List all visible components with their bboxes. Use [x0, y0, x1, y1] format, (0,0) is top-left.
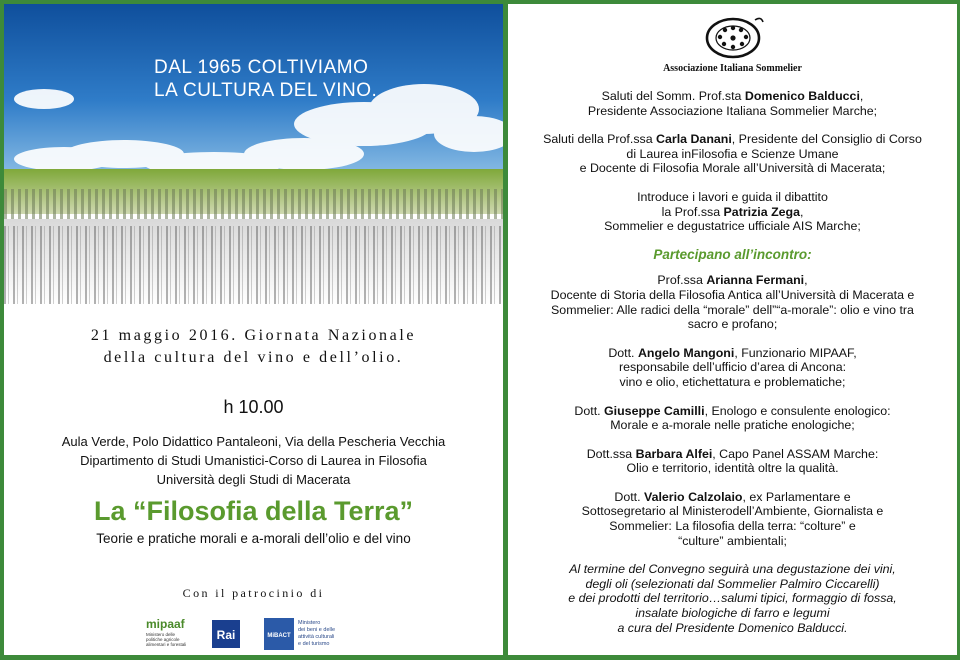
svg-text:dei beni e delle: dei beni e delle [298, 627, 336, 633]
participants-heading: Partecipano all’incontro: [653, 246, 812, 262]
speaker-name: Domenico Balducci [744, 89, 860, 103]
rai-logo [212, 620, 240, 648]
speaker-name: Patrizia Zega [723, 204, 800, 219]
venue-line-3: Università degli Studi di Macerata [156, 472, 351, 487]
speaker-name: Barbara Alfei [635, 446, 713, 461]
event-hour: h 10.00 [223, 397, 284, 417]
svg-text:attività culturali: attività culturali [298, 634, 335, 640]
speaker-camilli: Dott. Giuseppe Camilli, Enologo e consulente enologico: Morale e a-morale nelle pratiche enologiche; [574, 403, 891, 433]
greetings-president: Saluti del Somm. Prof.sta Domenico Balducci, Presidente Associazione Italiana Sommelier Marche; [587, 89, 878, 118]
slogan [154, 56, 377, 102]
mibact-wordmark: MiBACT [267, 633, 291, 639]
speaker-name: Giuseppe Camilli [604, 403, 705, 418]
slogan-line-2: LA CULTURA DEL VINO. [154, 80, 378, 101]
vineyard-book-illustration [4, 4, 503, 304]
association-name: Associazione Italiana Sommelier [663, 63, 802, 74]
speaker-alfei: Dott.ssa Barbara Alfei, Capo Panel ASSAM Marche: Olio e territorio, identità oltre la qualità. [586, 446, 879, 476]
svg-text:alimentari e forestali: alimentari e forestali [146, 642, 187, 647]
slogan-line-1: DAL 1965 COLTIVIAMO [154, 57, 369, 78]
event-subtitle: Teorie e pratiche morali e a-morali dell’olio e del vino [96, 531, 411, 546]
program-text [508, 89, 957, 649]
svg-text:e del turismo: e del turismo [298, 641, 330, 647]
venue-line-2: Dipartimento di Studi Umanistici-Corso di Laurea in Filosofia [80, 453, 427, 468]
mibact-logo [264, 618, 335, 650]
event-title: La “Filosofia della Terra” [93, 496, 414, 526]
speaker-calzolaio: Dott. Valerio Calzolaio, ex Parlamentare e Sottosegretario al Ministerodell’Ambiente, Giornalista e Sommelier: La filosofia della terra: “colture” e “culture” ambientali; [581, 489, 884, 548]
rai-wordmark: Rai [216, 628, 236, 642]
mipaaf-logo [146, 617, 186, 647]
patronage-logos [144, 616, 384, 652]
speaker-name: Valerio Calzolaio [643, 489, 743, 504]
venue [4, 432, 503, 489]
event-date-line-1: 21 maggio 2016. Giornata Nazionale [90, 327, 417, 344]
venue-line-1: Aula Verde, Polo Didattico Pantaleoni, Via della Pescheria Vecchia [61, 434, 446, 449]
speaker-fermani: Prof.ssa Arianna Fermani, Docente di Storia della Filosofia Antica all’Università di Macerata e Sommelier: Alle radici della “morale” dell”“a-morale”: olio e vino tra sacro e profano; [550, 273, 915, 332]
program-panel [508, 4, 957, 655]
ais-logo-icon [705, 12, 765, 60]
speaker-name: Arianna Fermani [706, 273, 805, 288]
svg-text:Ministero delle: Ministero delle [146, 632, 176, 637]
moderator: Introduce i lavori e guida il dibattito la Prof.ssa Patrizia Zega, Sommelier e degustatrice ufficiale AIS Marche; [604, 189, 861, 234]
mipaaf-wordmark: mipaaf [146, 617, 185, 631]
speaker-name: Angelo Mangoni [637, 345, 735, 360]
hero-image [4, 4, 503, 304]
speaker-mangoni: Dott. Angelo Mangoni, Funzionario MIPAAF, responsabile dell’ufficio d’area di Ancona: vino e olio, etichettatura e problematiche; [608, 345, 857, 389]
greetings-council-president: Saluti della Prof.ssa Carla Danani, Presidente del Consiglio di Corso di Laurea inFilosofia e Scienze Umane e Docente di Filosofia Morale all’Università di Macerata; [543, 132, 922, 176]
event-date-line-2: della cultura del vino e dell’olio. [103, 349, 404, 366]
invitation-panel [4, 4, 503, 655]
closing-note: Al termine del Convegno seguirà una degustazione dei vini, degli oli (selezionati dal Sommelier Palmiro Ciccarelli) e dei prodotti del territorio…salumi tipici, formaggio di fossa, insalate biologiche di farro e legumi a cura del Presidente Domenico Balducci. [568, 562, 897, 635]
svg-text:Ministero: Ministero [298, 620, 321, 626]
patronage-label: Con il patrocinio di [182, 586, 325, 600]
speaker-name: Carla Danani [656, 132, 732, 147]
svg-text:politiche agricole: politiche agricole [146, 637, 180, 642]
